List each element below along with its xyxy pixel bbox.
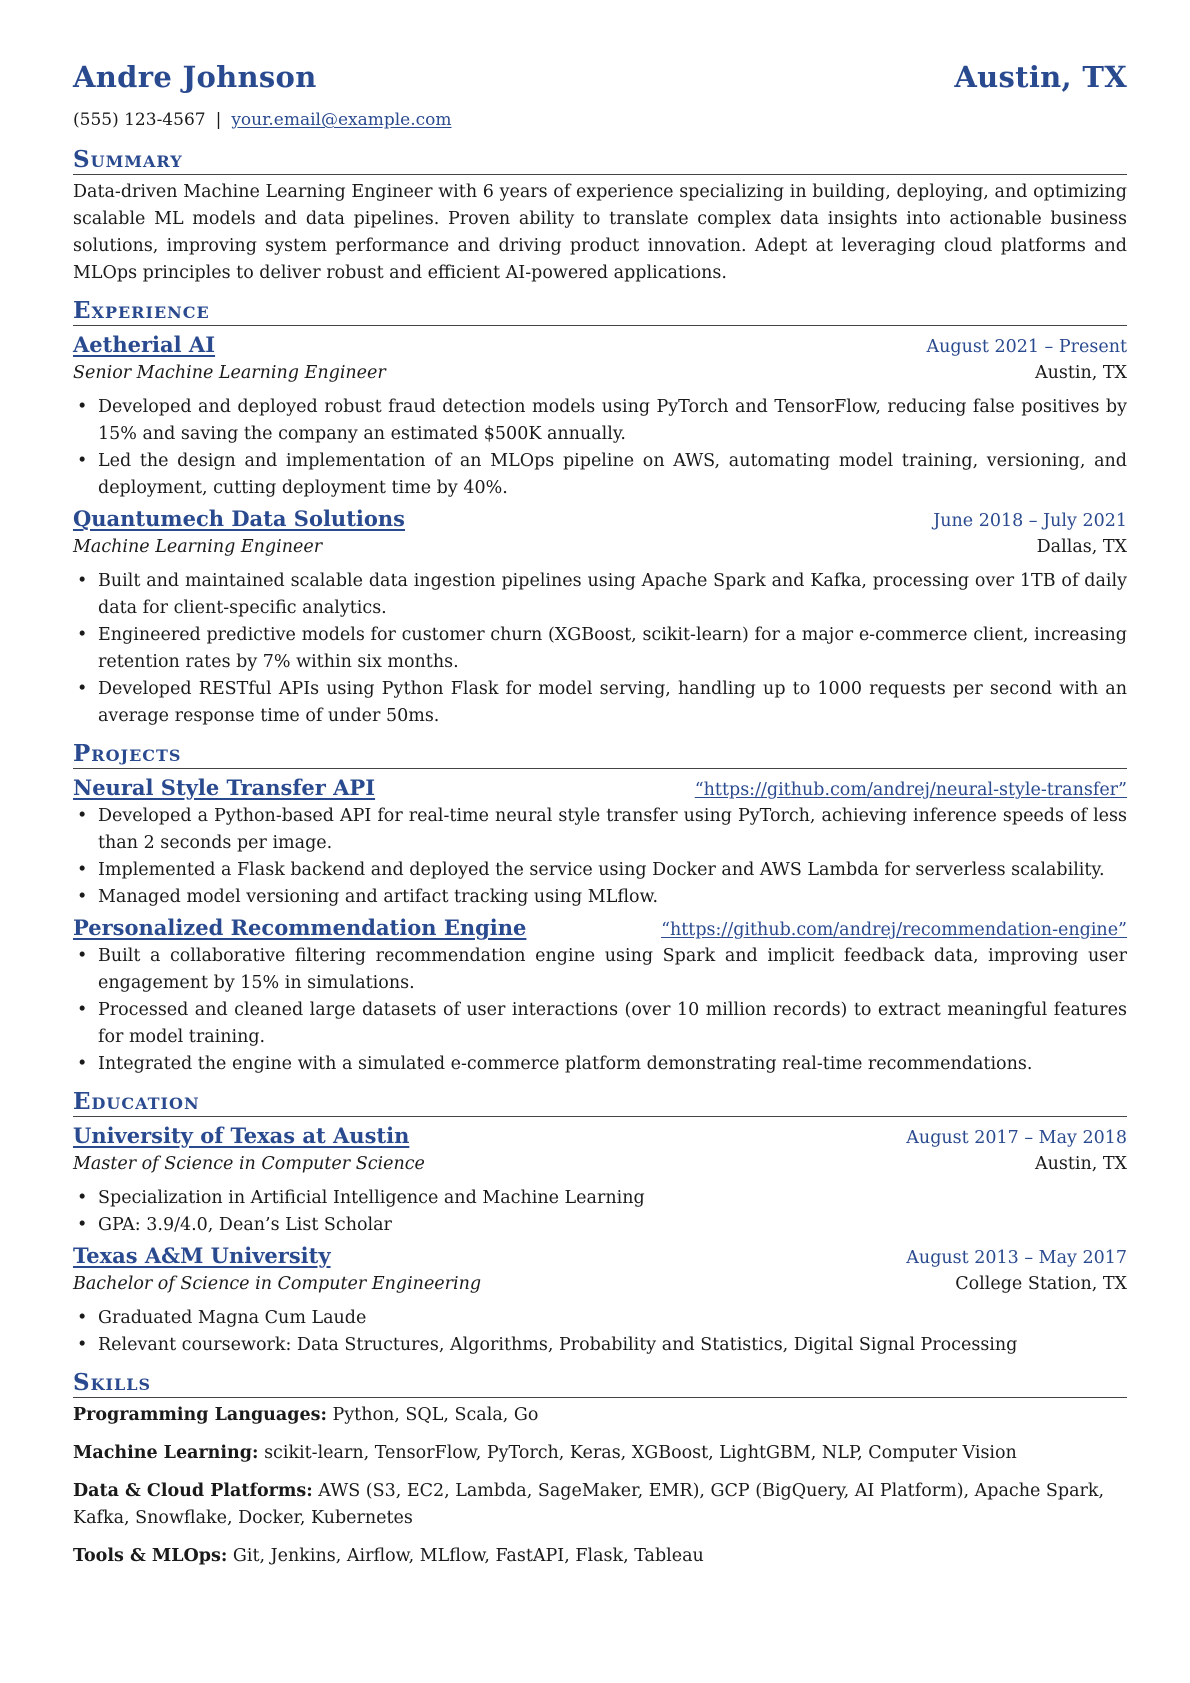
skill-value: AWS (S3, EC2, Lambda, SageMaker, EMR), GCP (BigQuery, AI Platform), Apache Spark, Kafka, Snowflake, Docker, Kubernetes: [73, 1481, 1105, 1528]
projects-section: [73, 740, 1127, 1078]
project-link[interactable]: “https://github.com/andrej/recommendation-engine”: [661, 920, 1127, 940]
project-entry: [73, 913, 1127, 1078]
school-location: College Station, TX: [955, 1274, 1127, 1294]
section-title-projects: Projects: [73, 740, 1127, 769]
skills-section: [73, 1369, 1127, 1570]
skill-value: Python, SQL, Scala, Go: [332, 1405, 539, 1425]
job-dates: August 2021 – Present: [926, 337, 1127, 357]
education-bullets: [73, 1305, 1127, 1359]
contact-line: [73, 110, 1127, 136]
bullet-item: • Developed and deployed robust fraud detection models using PyTorch and TensorFlow, reducing false positives by 15% and saving the company an estimated $500K annually.: [98, 394, 1127, 448]
resume-header: [73, 60, 1127, 104]
bullet-item: • Processed and cleaned large datasets of user interactions (over 10 million records) to extract meaningful features for model training.: [98, 997, 1127, 1051]
bullet-item: • Led the design and implementation of an MLOps pipeline on AWS, automating model training, versioning, and deployment, cutting deployment time by 40%.: [98, 448, 1127, 502]
degree-name: Bachelor of Science in Computer Engineering: [73, 1274, 482, 1294]
experience-entry: [73, 504, 1127, 730]
skill-row: [73, 1440, 1127, 1467]
skill-label: Programming Languages:: [73, 1405, 327, 1425]
school-dates: August 2017 – May 2018: [906, 1128, 1127, 1148]
resume-page: [73, 60, 1127, 1581]
bullet-item: • Developed a Python-based API for real-time neural style transfer using PyTorch, achieving inference speeds of less than 2 seconds per image.: [98, 803, 1127, 857]
bullet-item: • Managed model versioning and artifact tracking using MLflow.: [98, 884, 1127, 911]
summary-section: [73, 146, 1127, 287]
experience-section: [73, 297, 1127, 730]
education-section: [73, 1088, 1127, 1359]
job-role: Senior Machine Learning Engineer: [73, 363, 386, 383]
job-dates: June 2018 – July 2021: [933, 511, 1127, 531]
project-entry: [73, 773, 1127, 911]
skill-value: Git, Jenkins, Airflow, MLflow, FastAPI, Flask, Tableau: [232, 1546, 704, 1566]
skill-label: Machine Learning:: [73, 1443, 259, 1463]
experience-entry: [73, 330, 1127, 502]
bullet-item: • GPA: 3.9/4.0, Dean’s List Scholar: [98, 1212, 1127, 1239]
school-location: Austin, TX: [1034, 1154, 1127, 1174]
candidate-name: Andre Johnson: [73, 60, 317, 94]
bullet-item: • Engineered predictive models for customer churn (XGBoost, scikit-learn) for a major e-commerce client, increasing retention rates by 7% within six months.: [98, 622, 1127, 676]
school-name[interactable]: University of Texas at Austin: [73, 1123, 410, 1148]
project-name[interactable]: Neural Style Transfer API: [73, 775, 376, 800]
skill-value: scikit-learn, TensorFlow, PyTorch, Keras, XGBoost, LightGBM, NLP, Computer Vision: [264, 1443, 1017, 1463]
bullet-item: • Built and maintained scalable data ingestion pipelines using Apache Spark and Kafka, processing over 1TB of daily data for client-specific analytics.: [98, 568, 1127, 622]
section-title-experience: Experience: [73, 297, 1127, 326]
project-bullets: [73, 943, 1127, 1078]
education-entry: [73, 1241, 1127, 1359]
project-bullets: [73, 803, 1127, 911]
job-bullets: [73, 568, 1127, 730]
bullet-item: • Integrated the engine with a simulated e-commerce platform demonstrating real-time recommendations.: [98, 1051, 1127, 1078]
job-location: Austin, TX: [1034, 363, 1127, 383]
bullet-item: • Built a collaborative filtering recommendation engine using Spark and implicit feedback data, improving user engagement by 15% in simulations.: [98, 943, 1127, 997]
school-name[interactable]: Texas A&M University: [73, 1243, 331, 1268]
company-name[interactable]: Quantumech Data Solutions: [73, 506, 405, 531]
education-bullets: [73, 1185, 1127, 1239]
contact-separator: |: [215, 110, 222, 130]
email-link[interactable]: your.email@example.com: [231, 110, 452, 130]
skill-row: [73, 1402, 1127, 1429]
bullet-item: • Developed RESTful APIs using Python Flask for model serving, handling up to 1000 requests per second with an average response time of under 50ms.: [98, 676, 1127, 730]
project-name[interactable]: Personalized Recommendation Engine: [73, 915, 527, 940]
degree-name: Master of Science in Computer Science: [73, 1154, 425, 1174]
job-bullets: [73, 394, 1127, 502]
section-title-education: Education: [73, 1088, 1127, 1117]
company-name[interactable]: Aetherial AI: [73, 332, 216, 357]
bullet-item: • Graduated Magna Cum Laude: [98, 1305, 1127, 1332]
skill-row: [73, 1543, 1127, 1570]
job-role: Machine Learning Engineer: [73, 537, 323, 557]
candidate-location: Austin, TX: [954, 60, 1127, 94]
job-location: Dallas, TX: [1036, 537, 1127, 557]
skill-row: [73, 1478, 1127, 1532]
school-dates: August 2013 – May 2017: [906, 1248, 1127, 1268]
bullet-item: • Relevant coursework: Data Structures, Algorithms, Probability and Statistics, Digital Signal Processing: [98, 1332, 1127, 1359]
section-title-summary: Summary: [73, 146, 1127, 175]
skill-label: Data & Cloud Platforms:: [73, 1481, 313, 1501]
bullet-item: • Implemented a Flask backend and deployed the service using Docker and AWS Lambda for serverless scalability.: [98, 857, 1127, 884]
section-title-skills: Skills: [73, 1369, 1127, 1398]
phone-number: (555) 123-4567: [73, 110, 206, 130]
skill-label: Tools & MLOps:: [73, 1546, 228, 1566]
summary-text: Data-driven Machine Learning Engineer with 6 years of experience specializing in building, deploying, and optimizing scalable ML models and data pipelines. Proven ability to translate complex data insights into actionable business solutions, improving system performance and driving product innovation. Adept at leveraging cloud platforms and MLOps principles to deliver robust and efficient AI-powered applications.: [73, 182, 1127, 283]
education-entry: [73, 1121, 1127, 1239]
bullet-item: • Specialization in Artificial Intelligence and Machine Learning: [98, 1185, 1127, 1212]
project-link[interactable]: “https://github.com/andrej/neural-style-transfer”: [694, 780, 1127, 800]
